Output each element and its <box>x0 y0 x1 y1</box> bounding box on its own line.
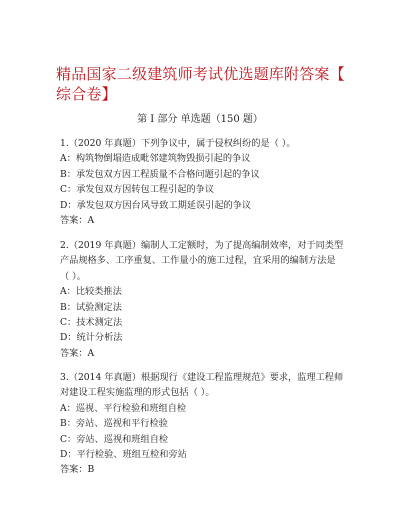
option-d: D：平行检验、班组互检和旁站 <box>60 449 187 461</box>
section-heading: 第 I 部分 单选题（150 题） <box>137 114 263 125</box>
option-b: B：旁站、巡视和平行检验 <box>60 418 168 430</box>
option-c: C：技术测定法 <box>60 317 123 329</box>
question-1 <box>60 136 350 228</box>
option-c: C：旁站、巡视和班组自检 <box>60 433 169 445</box>
option-d: D：承发包双方因台风导致工期延误引起的争议 <box>60 199 252 211</box>
option-a: A：构筑物倒塌造成毗邻建筑物毁损引起的争议 <box>60 153 251 165</box>
answer: 答案：B <box>60 464 95 476</box>
option-b: B：承发包双方因工程质量不合格问题引起的争议 <box>60 168 260 180</box>
option-a: A：巡视、平行检验和班组自检 <box>60 402 187 414</box>
answer: 答案：A <box>60 347 95 359</box>
option-b: B：试验测定法 <box>60 301 122 313</box>
question-2 <box>60 238 350 361</box>
option-d: D：统计分析法 <box>60 332 123 344</box>
question-stem-line-1: 2.（2019 年真题）编制人工定额时，为了提高编制效率，对于同类型 <box>60 240 344 251</box>
question-stem-line-2: 产品规格多、工序重复、工作量小的施工过程，宜采用的编制方法是 <box>60 255 336 267</box>
question-stem: 1.（2020 年真题）下列争议中，属于侵权纠纷的是（ ）。 <box>60 138 296 149</box>
option-a: A：比较类推法 <box>60 286 122 298</box>
option-c: C：承发包双方因转包工程引起的争议 <box>60 184 215 196</box>
question-stem-line-3: （ ）。 <box>60 270 86 282</box>
question-stem-line-2: 对建设工程实施监理的形式包括（ ）。 <box>60 387 215 399</box>
answer: 答案：A <box>60 215 95 227</box>
document-title <box>56 64 356 104</box>
title-line-2: 综合卷】 <box>56 85 117 103</box>
question-stem-line-1: 3.（2014 年真题）根据现行《建设工程监理规范》要求，监理工程师 <box>60 372 344 383</box>
question-3 <box>60 370 350 478</box>
title-line-1: 精品国家二级建筑师考试优选题库附答案【 <box>56 65 345 83</box>
